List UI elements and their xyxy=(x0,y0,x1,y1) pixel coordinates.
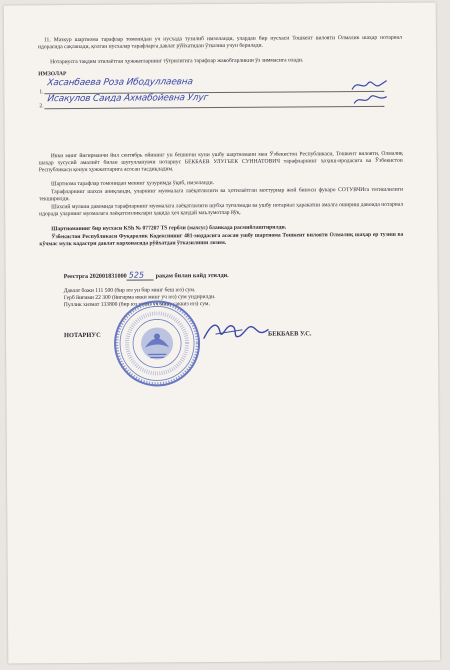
signature-1-handwritten-name: Хасанбаева Роза Ибодуллаевна xyxy=(46,77,194,89)
capacity-clause: Шахсий мулкни давомида тарафларнинг муомалага лаёқатлилиги шубҳа туғилмади ва ушбу нотариал ҳаракатни амалга ошириш давоида нотариал идорада уларнинг муомалага лаёқатсизликлари ҳақида ҳеч қандай маълумотлар йўқ. xyxy=(39,201,404,218)
signature-2-line xyxy=(44,106,384,109)
clause-11: 11. Мазкур шартнома тарафлар томонидан уч нусхада тузилиб имзоланди, улардан бир нусхаси Тошкент вилояти Олмалик шаҳар нотариал идорасида сақланади, қолган нусхалар тарафларга давлат рўйхатидан ўтказиш учун берилади. xyxy=(37,34,402,51)
registry-number: 525 xyxy=(127,270,154,280)
notary-name: БЕКБАЕВ У.С. xyxy=(267,330,312,338)
certification-paragraph: Икки минг йигирманчи йил сентябрь ойининг ун бешинчи куни ушбу шартномани мен Ўзбекистон Республикаси, Тошкент вилояти, Олмалиқ шаҳар хусусий амалиёт билан шуғулланувчи нотариус БЕКБАЕВ УЛУГБЕК СУННАТОВИЧ тарафларнинг ҳоҳиш-иродасига ва Ўзбекистон Республикаси қонун ҳужжатларига асосан тасдиқладим. xyxy=(38,150,403,173)
identity-verified: Тарафларнинг шахси аниқланди, уларнинг муомалага лаёқатлилиги ва ҳотилаётган моттуриар жой биноси фукаро СОТУВЧИга тегишлилиги текширилди. xyxy=(39,186,404,203)
registry-prefix: 202001831000 xyxy=(89,272,127,280)
registry-label: Реестрга xyxy=(63,272,89,281)
signature-2-number: 2. xyxy=(39,103,44,110)
notary-signature-icon xyxy=(202,318,272,344)
verification-clause: Нотариусга тақдим этилаётган ҳужжатларнинг тўғрилигига тарафлар жавобгарликни ўз зиммасига олади. xyxy=(50,57,304,66)
signatures-heading: ИМЗОЛАР xyxy=(38,71,67,78)
signed-in-presence: Шартнома тарафлар томонидан менинг ҳузуримда ўқиб, имзоланди. xyxy=(50,180,215,188)
notary-stamp-seal-icon xyxy=(112,298,203,389)
signature-2-handwritten-name: Исакулов Саида Ахмабойевна Улуг xyxy=(46,93,209,105)
registration-clause: Ўзбекистон Республикаси Фуқаролик Кодексининг 481-моддасига асосан ушбу шартнома Тошкент вилояти Олмалиқ шаҳар ер тузиш ва кўчмас мулк кадастри давлат корхонасида рўйхатдан ўтказилиши лозим. xyxy=(39,231,404,248)
paid-service-fee: Пуллик хизмат 133800 (бир юз уттиз уч минг саккиз юз) сум. xyxy=(63,301,210,309)
state-duty-fee: Давлат божи 111 500 (бир юз ун бир минг беш юз) сум. xyxy=(63,287,196,295)
blank-form-clause: Шартноманинг бир нусхаси KSh № 077207 TS гербли (махсус) бланкада расмийлаштирилди. xyxy=(51,224,287,233)
stamp-fee: Герб йиғими 22 300 (йигирма икки минг уч юз) сум ундирилди. xyxy=(63,294,216,302)
signature-1-mark-icon xyxy=(350,77,390,107)
signature-1-number: 1. xyxy=(39,89,44,96)
registry-line xyxy=(64,271,364,281)
notary-label: НОТАРИУС xyxy=(63,331,101,340)
document-page xyxy=(4,3,441,664)
registry-suffix: рақам билан кайд этилди. xyxy=(155,271,229,280)
